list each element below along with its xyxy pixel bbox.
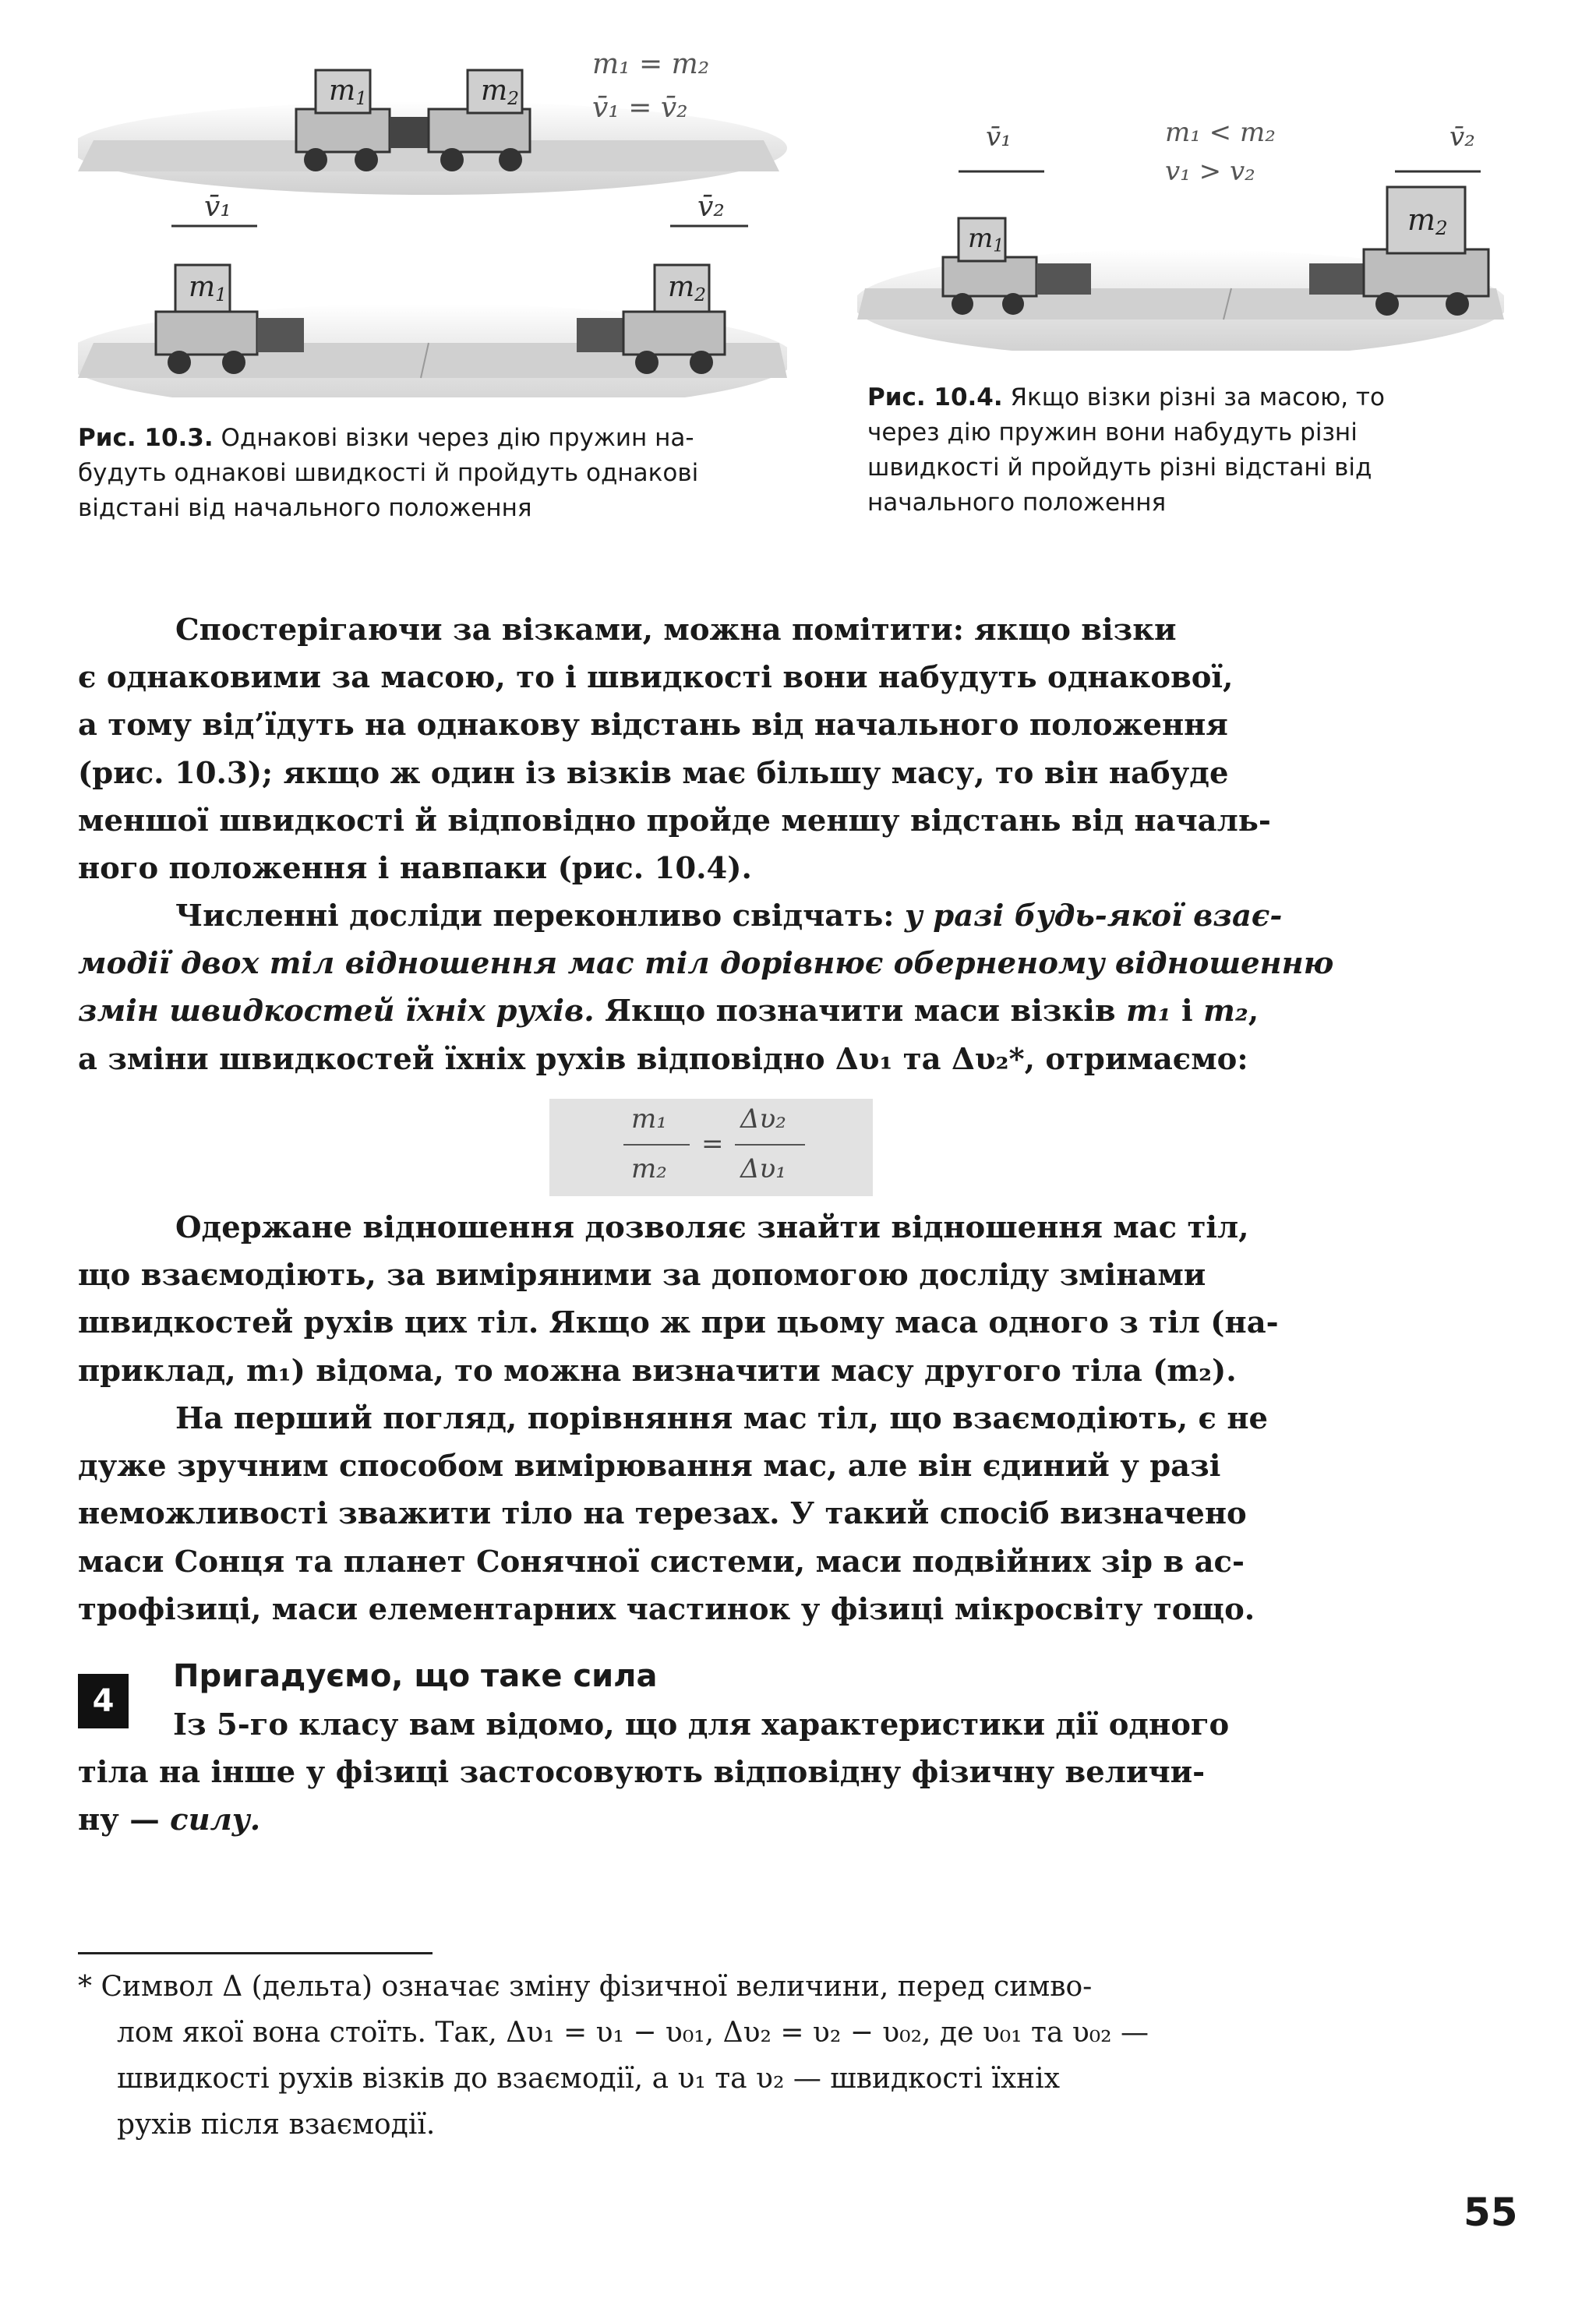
section-title: Пригадуємо, що таке сила: [173, 1658, 658, 1694]
footnote-line: швидкості рухів візків до взаємодії, а υ₁ та υ₂ — швидкості їхніх: [117, 2063, 1060, 2095]
figure-10-3: [78, 31, 787, 397]
text-line: маси Сонця та планет Сонячної системи, маси подвійних зір в ас-: [78, 1544, 1245, 1580]
footnote-line: лом якої вона стоїть. Так, Δυ₁ = υ₁ − υ₀₁, Δυ₂ = υ₂ − υ₀₂, де υ₀₁ та υ₀₂ —: [117, 2017, 1149, 2049]
paragraph-4: [78, 1395, 1418, 1633]
velocity-label-v2: v̄₂: [1449, 122, 1475, 153]
relation-mass: m₁ < m₂: [1165, 117, 1276, 148]
emphasis-run: у разі будь-якої взає-: [904, 898, 1283, 934]
emphasis-line: модії двох тіл відношення мас тіл дорівнює оберненому відношенню: [78, 946, 1334, 982]
text-line: приклад, m₁) відома, то можна визначити масу другого тіла (m₂).: [78, 1353, 1237, 1389]
caption-line: відстані від начального положення: [78, 494, 532, 522]
caption-10-3: [78, 421, 795, 526]
text-line: На перший погляд, порівняння мас тіл, що взаємодіють, є не: [175, 1401, 1269, 1436]
text-line: неможливості зважити тіло на терезах. У такий спосіб визначено: [78, 1496, 1247, 1532]
paragraph-3: [78, 1204, 1418, 1395]
formula-denominator-m2: m₂: [631, 1153, 667, 1184]
text-line: трофізиці, маси елементарних частинок у фізиці мікросвіту тощо.: [78, 1591, 1255, 1627]
footnote-line: * Символ Δ (дельта) означає зміну фізичної величини, перед симво-: [78, 1971, 1093, 2003]
caption-10-4: [867, 380, 1506, 521]
formula-numerator-m1: m₁: [631, 1103, 667, 1135]
velocity-label-v1: v̄₁: [986, 122, 1012, 153]
text-line: Із 5-го класу вам відомо, що для характеристики дії одного: [173, 1707, 1230, 1742]
text-line: меншої швидкості й відповідно пройде меншу відстань від началь-: [78, 803, 1271, 838]
formula-mass-ratio: [549, 1099, 873, 1196]
mass-label-light: $m_1$: [968, 223, 1005, 256]
text-line: тіла на інше у фізиці застосовують відповідну фізичну величи-: [78, 1755, 1206, 1791]
caption-line: Якщо візки різні за масою, то: [1010, 383, 1385, 411]
spring-top: [390, 117, 429, 148]
section-number-badge: 4: [78, 1674, 129, 1728]
text-line: дуже зручним способом вимірювання мас, але він єдиний у разі: [78, 1449, 1221, 1485]
mass-symbol-m2: m₂: [1203, 994, 1248, 1029]
section-paragraph: [78, 1701, 1418, 1845]
mass-label-top-right: $m_2$: [481, 75, 520, 109]
caption-line: будуть однакові швидкості й пройдуть однакові: [78, 459, 699, 487]
mass-label-bottom-left: $m_1$: [189, 271, 228, 305]
fraction-bar: [623, 1144, 690, 1146]
emphasis-run: силу.: [170, 1802, 261, 1838]
mass-label-heavy: $m_2$: [1407, 203, 1448, 240]
paragraph-1: [78, 606, 1418, 892]
figure-10-4: [857, 86, 1504, 351]
velocity-label-v1: v̄₁: [204, 191, 231, 223]
formula-numerator-dv2: Δυ₂: [740, 1103, 786, 1135]
text-run: ну —: [78, 1802, 171, 1838]
text-line: Спостерігаючи за візками, можна помітити: якщо візки: [175, 613, 1177, 648]
caption-label: Рис. 10.3.: [78, 424, 214, 452]
text-line: Одержане відношення дозволяє знайти відношення мас тіл,: [175, 1210, 1249, 1245]
mass-label-top-left: $m_1$: [329, 75, 368, 109]
velocity-label-v2: v̄₂: [697, 191, 725, 223]
page-number: 55: [1464, 2190, 1518, 2235]
text-line: що взаємодіють, за виміряними за допомогою досліду змінами: [78, 1258, 1206, 1294]
caption-line: швидкості й пройдуть різні відстані від: [867, 454, 1372, 482]
emphasis-run: змін швидкостей їхніх рухів.: [78, 994, 595, 1029]
text-line: ного положення і навпаки (рис. 10.4).: [78, 851, 752, 887]
caption-label: Рис. 10.4.: [867, 383, 1003, 411]
paragraph-2: Численні досліди переконливо свідчать: у разі будь-якої взає- модії двох тіл відношення мас тіл дорівнює оберненому відношенню змін швидкостей їхніх рухів. Якщо позначити маси візків m₁ і m₂, а зміни швидкостей їхніх рухів відповідно Δυ₁ та Δυ₂*, отримаємо:: [78, 892, 1418, 1083]
caption-line: Однакові візки через дію пружин на-: [221, 424, 694, 452]
footnote-divider: [78, 1952, 433, 1954]
formula-equals: =: [701, 1128, 724, 1160]
text-run: Якщо позначити маси візків: [594, 994, 1127, 1029]
fraction-bar: [735, 1144, 805, 1146]
text-line: а тому від’їдуть на однакову відстань від начального положення: [78, 708, 1228, 743]
relation-velocity: v₁ > v₂: [1165, 156, 1255, 187]
caption-line: через дію пружин вони набудуть різні: [867, 418, 1358, 447]
footnote-line: рухів після взаємодії.: [117, 2109, 436, 2141]
mass-symbol-m1: m₁: [1126, 994, 1171, 1029]
relation-velocity: v̄₁ = v̄₂: [592, 92, 688, 124]
formula-denominator-dv1: Δυ₁: [740, 1153, 786, 1184]
relation-mass: m₁ = m₂: [592, 48, 710, 80]
text-line: а зміни швидкостей їхніх рухів відповідно Δυ₁ та Δυ₂*, отримаємо:: [78, 1041, 1248, 1077]
text-line: (рис. 10.3); якщо ж один із візків має більшу масу, то він набуде: [78, 755, 1229, 791]
text-line: швидкостей рухів цих тіл. Якщо ж при цьому маса одного з тіл (на-: [78, 1305, 1279, 1341]
caption-line: начального положення: [867, 489, 1167, 517]
footnote: [78, 1964, 1395, 2148]
mass-label-bottom-right: $m_2$: [668, 271, 707, 305]
text-run: Численні досліди переконливо свідчать:: [175, 898, 905, 934]
text-line: є однаковими за масою, то і швидкості вони набудуть однакової,: [78, 660, 1234, 696]
